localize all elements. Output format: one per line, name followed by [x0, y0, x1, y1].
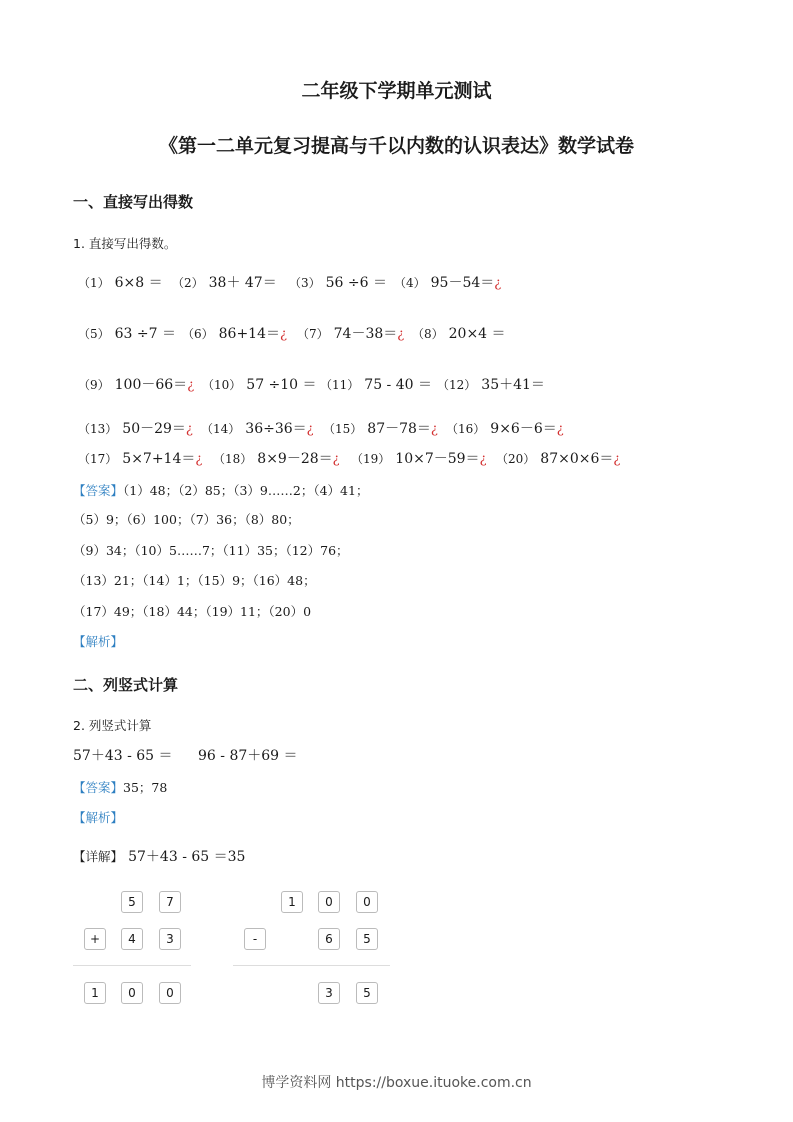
answer-line: （13）21；（14）1；（15）9；（16）48； — [73, 573, 316, 588]
answer-placeholder-mark: ¿ — [613, 452, 621, 467]
answer-placeholder-mark: ¿ — [195, 452, 203, 467]
answer-block-2 — [73, 777, 167, 796]
exercise-item — [446, 418, 564, 438]
exercise-item — [172, 272, 277, 292]
exercise-number: （15） — [323, 422, 363, 436]
exercise-item — [78, 323, 176, 343]
detail-tag: 【详解】 — [73, 849, 124, 864]
exercise-item — [320, 374, 432, 394]
digit-box: 1 — [281, 891, 303, 913]
answer-block-1 — [73, 480, 368, 499]
exercise-expression: 10×7－59＝ — [395, 451, 480, 467]
operator-box: - — [244, 928, 266, 950]
detail-block — [73, 846, 245, 866]
exercise-item — [78, 418, 193, 438]
exercise-number: （16） — [446, 422, 486, 436]
exercise-number: （18） — [213, 452, 253, 466]
exercise-number: （20） — [496, 452, 536, 466]
exercise-item — [201, 418, 314, 438]
answer-line: （1）48；（2）85；（3）9……2；（4）41； — [123, 483, 369, 498]
exercise-expression: 63 ÷7 ＝ — [114, 326, 176, 342]
exercise-item — [437, 374, 545, 394]
digit-box: 5 — [121, 891, 143, 913]
exercise-number: （3） — [289, 276, 321, 290]
exercise-expression: 100－66＝ — [114, 377, 188, 393]
exercise-expression: 20×4 ＝ — [448, 326, 506, 342]
exercise-item — [78, 448, 202, 468]
answer-tag: 【答案】 — [73, 483, 124, 498]
exercise-expression: 95－54＝ — [430, 275, 495, 291]
answer-placeholder-mark: ¿ — [430, 422, 438, 437]
digit-box: 0 — [318, 891, 340, 913]
result-divider — [73, 965, 191, 966]
answer-tag: 【答案】 — [73, 780, 124, 795]
exercise-item — [289, 272, 387, 292]
answer-line: （17）49；（18）44；（19）11；（20）0 — [73, 604, 312, 619]
vertical-expression-1: 57＋43 - 65 ＝ — [73, 748, 173, 764]
exercise-item — [394, 272, 501, 292]
exercise-expression: 86+14＝ — [218, 326, 280, 342]
exercise-item — [496, 448, 620, 468]
document-title: 二年级下学期单元测试 — [301, 80, 492, 102]
digit-box: 6 — [318, 928, 340, 950]
analysis-tag: 【解析】 — [73, 634, 124, 649]
exercise-number: （2） — [172, 276, 204, 290]
answer-placeholder-mark: ¿ — [185, 422, 193, 437]
exercise-number: （12） — [437, 378, 477, 392]
exercise-number: （13） — [78, 422, 118, 436]
digit-box: 0 — [121, 982, 143, 1004]
answer-placeholder-mark: ¿ — [306, 422, 314, 437]
exercise-expression: 74－38＝ — [333, 326, 398, 342]
answer-placeholder-mark: ¿ — [332, 452, 340, 467]
section-heading-1: 一、直接写出得数 — [73, 193, 194, 211]
digit-box: 5 — [356, 928, 378, 950]
digit-box: 1 — [84, 982, 106, 1004]
exercise-number: （14） — [201, 422, 241, 436]
footer-watermark: 博学资料网 https://boxue.ituoke.com.cn — [261, 1075, 532, 1091]
exercise-item — [202, 374, 317, 394]
exercise-item — [323, 418, 438, 438]
digit-box: 7 — [159, 891, 181, 913]
exercise-expression: 87－78＝ — [367, 421, 431, 437]
exercise-number: （1） — [78, 276, 110, 290]
exercise-expression: 36÷36＝ — [245, 421, 307, 437]
answer-placeholder-mark: ¿ — [479, 452, 487, 467]
digit-box: 0 — [356, 891, 378, 913]
exercise-expression: 57 ÷10 ＝ — [246, 377, 317, 393]
answer-placeholder-mark: ¿ — [494, 276, 502, 291]
exercise-item — [182, 323, 287, 343]
result-divider — [233, 965, 390, 966]
exercise-expression: 35＋41＝ — [481, 377, 545, 393]
section-heading-2: 二、列竖式计算 — [73, 676, 179, 694]
exercise-number: （7） — [297, 327, 329, 341]
question-2-title: 2. 列竖式计算 — [73, 718, 152, 733]
digit-box: 4 — [121, 928, 143, 950]
exercise-expression: 5×7+14＝ — [122, 451, 196, 467]
answer-line: 35；78 — [123, 780, 168, 795]
analysis-tag: 【解析】 — [73, 810, 124, 825]
document-subtitle: 《第一二单元复习提高与千以内数的认识表达》数学试卷 — [158, 135, 634, 157]
exercise-expression: 56 ÷6 ＝ — [325, 275, 387, 291]
exercise-number: （5） — [78, 327, 110, 341]
detail-expression: 57＋43 - 65 ＝35 — [128, 849, 246, 865]
exercise-item — [412, 323, 506, 343]
exercise-number: （4） — [394, 276, 426, 290]
exercise-expression: 9×6－6＝ — [490, 421, 557, 437]
question-1-title: 1. 直接写出得数。 — [73, 236, 177, 251]
exercise-number: （9） — [78, 378, 110, 392]
exercise-item — [78, 374, 194, 394]
digit-box: 3 — [159, 928, 181, 950]
vertical-expression-2: 96 - 87＋69 ＝ — [198, 748, 298, 764]
exercise-expression: 87×0×6＝ — [540, 451, 614, 467]
answer-placeholder-mark: ¿ — [397, 327, 405, 342]
exercise-number: （19） — [351, 452, 391, 466]
exercise-expression: 8×9－28＝ — [257, 451, 333, 467]
exercise-number: （11） — [320, 378, 360, 392]
exercise-item — [297, 323, 404, 343]
answer-placeholder-mark: ¿ — [280, 327, 287, 342]
exercise-item — [78, 272, 163, 292]
exercise-expression: 6×8 ＝ — [114, 275, 163, 291]
exercise-number: （8） — [412, 327, 444, 341]
exercise-item — [351, 448, 487, 468]
exercise-number: （17） — [78, 452, 118, 466]
exercise-expression: 75 - 40 ＝ — [364, 377, 432, 393]
digit-box: 3 — [318, 982, 340, 1004]
exercise-expression: 50－29＝ — [122, 421, 186, 437]
answer-placeholder-mark: ¿ — [187, 378, 195, 393]
digit-box: 5 — [356, 982, 378, 1004]
exercise-item — [213, 448, 340, 468]
answer-line: （9）34；（10）5……7；（11）35；（12）76； — [73, 543, 349, 558]
exercise-expression: 38＋ 47＝ — [208, 275, 277, 291]
answer-line: （5）9；（6）100；（7）36；（8）80； — [73, 512, 300, 527]
exercise-number: （10） — [202, 378, 242, 392]
operator-box: + — [84, 928, 106, 950]
exercise-number: （6） — [182, 327, 214, 341]
answer-placeholder-mark: ¿ — [556, 422, 564, 437]
digit-box: 0 — [159, 982, 181, 1004]
